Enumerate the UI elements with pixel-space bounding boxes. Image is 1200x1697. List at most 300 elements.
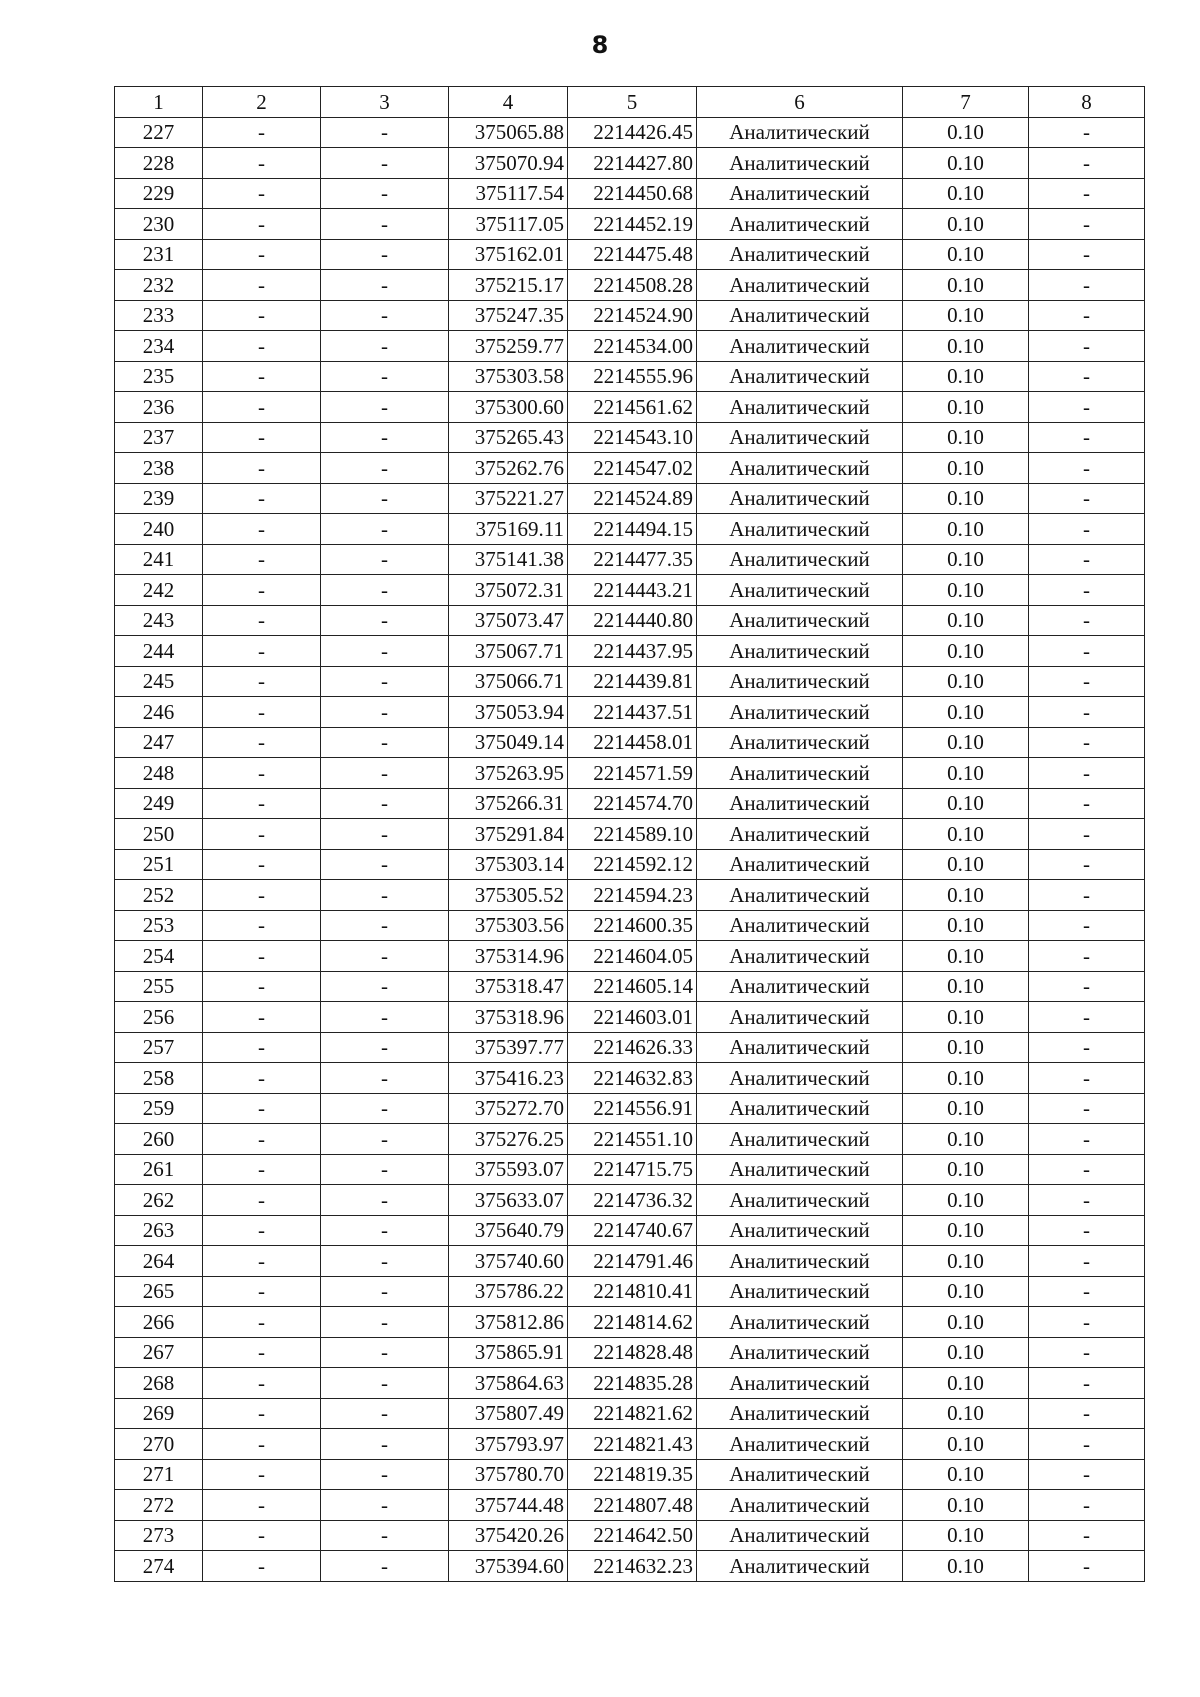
method-cell: Аналитический	[697, 300, 903, 331]
x-coordinate-cell: 375247.35	[449, 300, 568, 331]
accuracy-cell: 0.10	[903, 422, 1029, 453]
accuracy-cell: 0.10	[903, 209, 1029, 240]
accuracy-cell: 0.10	[903, 697, 1029, 728]
point-number-cell: 235	[115, 361, 203, 392]
method-cell: Аналитический	[697, 453, 903, 484]
table-row	[115, 727, 1145, 758]
table-row	[115, 1490, 1145, 1521]
table-row	[115, 117, 1145, 148]
accuracy-cell: 0.10	[903, 453, 1029, 484]
point-number-cell: 255	[115, 971, 203, 1002]
column-8-cell: -	[1029, 300, 1145, 331]
column-2-cell: -	[203, 1459, 321, 1490]
column-8-cell: -	[1029, 422, 1145, 453]
column-8-cell: -	[1029, 148, 1145, 179]
method-cell: Аналитический	[697, 849, 903, 880]
column-8-cell: -	[1029, 453, 1145, 484]
table-row	[115, 697, 1145, 728]
table-row	[115, 422, 1145, 453]
column-2-cell: -	[203, 1124, 321, 1155]
x-coordinate-cell: 375303.58	[449, 361, 568, 392]
column-8-cell: -	[1029, 880, 1145, 911]
y-coordinate-cell: 2214494.15	[568, 514, 697, 545]
table-row	[115, 941, 1145, 972]
method-cell: Аналитический	[697, 1490, 903, 1521]
column-2-cell: -	[203, 117, 321, 148]
x-coordinate-cell: 375162.01	[449, 239, 568, 270]
column-2-cell: -	[203, 361, 321, 392]
y-coordinate-cell: 2214821.62	[568, 1398, 697, 1429]
column-3-cell: -	[321, 453, 449, 484]
y-coordinate-cell: 2214604.05	[568, 941, 697, 972]
point-number-cell: 227	[115, 117, 203, 148]
column-2-cell: -	[203, 1215, 321, 1246]
method-cell: Аналитический	[697, 941, 903, 972]
column-3-cell: -	[321, 1398, 449, 1429]
method-cell: Аналитический	[697, 880, 903, 911]
accuracy-cell: 0.10	[903, 1276, 1029, 1307]
table-header	[115, 87, 1145, 118]
method-cell: Аналитический	[697, 148, 903, 179]
column-3-cell: -	[321, 544, 449, 575]
y-coordinate-cell: 2214819.35	[568, 1459, 697, 1490]
table-row	[115, 1215, 1145, 1246]
method-cell: Аналитический	[697, 1276, 903, 1307]
column-header: 6	[697, 87, 903, 118]
column-2-cell: -	[203, 1063, 321, 1094]
table-row	[115, 880, 1145, 911]
method-cell: Аналитический	[697, 422, 903, 453]
column-2-cell: -	[203, 483, 321, 514]
column-header: 4	[449, 87, 568, 118]
column-2-cell: -	[203, 1154, 321, 1185]
method-cell: Аналитический	[697, 514, 903, 545]
table-row	[115, 1093, 1145, 1124]
point-number-cell: 264	[115, 1246, 203, 1277]
accuracy-cell: 0.10	[903, 1520, 1029, 1551]
column-8-cell: -	[1029, 971, 1145, 1002]
accuracy-cell: 0.10	[903, 1429, 1029, 1460]
y-coordinate-cell: 2214452.19	[568, 209, 697, 240]
y-coordinate-cell: 2214477.35	[568, 544, 697, 575]
x-coordinate-cell: 375215.17	[449, 270, 568, 301]
method-cell: Аналитический	[697, 697, 903, 728]
column-header: 1	[115, 87, 203, 118]
y-coordinate-cell: 2214632.23	[568, 1551, 697, 1582]
column-8-cell: -	[1029, 849, 1145, 880]
x-coordinate-cell: 375265.43	[449, 422, 568, 453]
method-cell: Аналитический	[697, 1246, 903, 1277]
page-number: 8	[591, 31, 609, 59]
column-2-cell: -	[203, 849, 321, 880]
column-2-cell: -	[203, 941, 321, 972]
x-coordinate-cell: 375073.47	[449, 605, 568, 636]
y-coordinate-cell: 2214524.89	[568, 483, 697, 514]
method-cell: Аналитический	[697, 1215, 903, 1246]
accuracy-cell: 0.10	[903, 1398, 1029, 1429]
accuracy-cell: 0.10	[903, 910, 1029, 941]
point-number-cell: 231	[115, 239, 203, 270]
y-coordinate-cell: 2214740.67	[568, 1215, 697, 1246]
column-2-cell: -	[203, 819, 321, 850]
point-number-cell: 247	[115, 727, 203, 758]
column-8-cell: -	[1029, 758, 1145, 789]
y-coordinate-cell: 2214524.90	[568, 300, 697, 331]
column-3-cell: -	[321, 1215, 449, 1246]
method-cell: Аналитический	[697, 392, 903, 423]
table-row	[115, 1307, 1145, 1338]
accuracy-cell: 0.10	[903, 1002, 1029, 1033]
column-3-cell: -	[321, 910, 449, 941]
table-row	[115, 148, 1145, 179]
column-3-cell: -	[321, 1093, 449, 1124]
column-3-cell: -	[321, 636, 449, 667]
column-8-cell: -	[1029, 575, 1145, 606]
table-row	[115, 910, 1145, 941]
y-coordinate-cell: 2214439.81	[568, 666, 697, 697]
column-3-cell: -	[321, 1307, 449, 1338]
column-8-cell: -	[1029, 331, 1145, 362]
column-8-cell: -	[1029, 819, 1145, 850]
column-8-cell: -	[1029, 483, 1145, 514]
column-3-cell: -	[321, 788, 449, 819]
point-number-cell: 230	[115, 209, 203, 240]
column-2-cell: -	[203, 1276, 321, 1307]
y-coordinate-cell: 2214561.62	[568, 392, 697, 423]
y-coordinate-cell: 2214571.59	[568, 758, 697, 789]
point-number-cell: 238	[115, 453, 203, 484]
column-8-cell: -	[1029, 1215, 1145, 1246]
column-3-cell: -	[321, 819, 449, 850]
column-8-cell: -	[1029, 1246, 1145, 1277]
point-number-cell: 269	[115, 1398, 203, 1429]
x-coordinate-cell: 375786.22	[449, 1276, 568, 1307]
point-number-cell: 263	[115, 1215, 203, 1246]
y-coordinate-cell: 2214605.14	[568, 971, 697, 1002]
method-cell: Аналитический	[697, 636, 903, 667]
column-8-cell: -	[1029, 361, 1145, 392]
accuracy-cell: 0.10	[903, 880, 1029, 911]
point-number-cell: 258	[115, 1063, 203, 1094]
column-3-cell: -	[321, 239, 449, 270]
y-coordinate-cell: 2214551.10	[568, 1124, 697, 1155]
column-3-cell: -	[321, 148, 449, 179]
point-number-cell: 266	[115, 1307, 203, 1338]
column-3-cell: -	[321, 1429, 449, 1460]
column-8-cell: -	[1029, 605, 1145, 636]
x-coordinate-cell: 375318.47	[449, 971, 568, 1002]
column-header: 3	[321, 87, 449, 118]
column-8-cell: -	[1029, 1551, 1145, 1582]
table-row	[115, 1124, 1145, 1155]
table-row	[115, 666, 1145, 697]
column-3-cell: -	[321, 209, 449, 240]
column-2-cell: -	[203, 1185, 321, 1216]
accuracy-cell: 0.10	[903, 758, 1029, 789]
column-3-cell: -	[321, 1063, 449, 1094]
point-number-cell: 267	[115, 1337, 203, 1368]
point-number-cell: 257	[115, 1032, 203, 1063]
table-row	[115, 1154, 1145, 1185]
column-8-cell: -	[1029, 1002, 1145, 1033]
column-2-cell: -	[203, 636, 321, 667]
y-coordinate-cell: 2214427.80	[568, 148, 697, 179]
column-2-cell: -	[203, 880, 321, 911]
column-2-cell: -	[203, 788, 321, 819]
point-number-cell: 268	[115, 1368, 203, 1399]
x-coordinate-cell: 375865.91	[449, 1337, 568, 1368]
column-2-cell: -	[203, 1429, 321, 1460]
column-3-cell: -	[321, 605, 449, 636]
column-8-cell: -	[1029, 666, 1145, 697]
y-coordinate-cell: 2214835.28	[568, 1368, 697, 1399]
x-coordinate-cell: 375303.56	[449, 910, 568, 941]
column-8-cell: -	[1029, 910, 1145, 941]
y-coordinate-cell: 2214437.51	[568, 697, 697, 728]
table-row	[115, 178, 1145, 209]
accuracy-cell: 0.10	[903, 178, 1029, 209]
x-coordinate-cell: 375812.86	[449, 1307, 568, 1338]
point-number-cell: 228	[115, 148, 203, 179]
accuracy-cell: 0.10	[903, 117, 1029, 148]
table-row	[115, 758, 1145, 789]
x-coordinate-cell: 375780.70	[449, 1459, 568, 1490]
x-coordinate-cell: 375864.63	[449, 1368, 568, 1399]
method-cell: Аналитический	[697, 788, 903, 819]
point-number-cell: 241	[115, 544, 203, 575]
point-number-cell: 242	[115, 575, 203, 606]
column-2-cell: -	[203, 1520, 321, 1551]
y-coordinate-cell: 2214791.46	[568, 1246, 697, 1277]
column-2-cell: -	[203, 300, 321, 331]
method-cell: Аналитический	[697, 1093, 903, 1124]
method-cell: Аналитический	[697, 727, 903, 758]
column-2-cell: -	[203, 209, 321, 240]
method-cell: Аналитический	[697, 666, 903, 697]
column-3-cell: -	[321, 1032, 449, 1063]
column-2-cell: -	[203, 1398, 321, 1429]
column-8-cell: -	[1029, 1490, 1145, 1521]
method-cell: Аналитический	[697, 1124, 903, 1155]
column-3-cell: -	[321, 1276, 449, 1307]
column-8-cell: -	[1029, 1124, 1145, 1155]
column-3-cell: -	[321, 270, 449, 301]
point-number-cell: 259	[115, 1093, 203, 1124]
column-3-cell: -	[321, 483, 449, 514]
table-row	[115, 849, 1145, 880]
column-8-cell: -	[1029, 1154, 1145, 1185]
column-3-cell: -	[321, 575, 449, 606]
method-cell: Аналитический	[697, 1032, 903, 1063]
method-cell: Аналитический	[697, 1002, 903, 1033]
table-row	[115, 392, 1145, 423]
table-row	[115, 1368, 1145, 1399]
column-header: 2	[203, 87, 321, 118]
x-coordinate-cell: 375141.38	[449, 544, 568, 575]
x-coordinate-cell: 375318.96	[449, 1002, 568, 1033]
x-coordinate-cell: 375291.84	[449, 819, 568, 850]
x-coordinate-cell: 375259.77	[449, 331, 568, 362]
x-coordinate-cell: 375221.27	[449, 483, 568, 514]
column-3-cell: -	[321, 1154, 449, 1185]
accuracy-cell: 0.10	[903, 666, 1029, 697]
point-number-cell: 245	[115, 666, 203, 697]
x-coordinate-cell: 375593.07	[449, 1154, 568, 1185]
x-coordinate-cell: 375117.05	[449, 209, 568, 240]
point-number-cell: 262	[115, 1185, 203, 1216]
point-number-cell: 237	[115, 422, 203, 453]
point-number-cell: 251	[115, 849, 203, 880]
column-3-cell: -	[321, 1337, 449, 1368]
y-coordinate-cell: 2214603.01	[568, 1002, 697, 1033]
table-row	[115, 1032, 1145, 1063]
point-number-cell: 239	[115, 483, 203, 514]
x-coordinate-cell: 375049.14	[449, 727, 568, 758]
x-coordinate-cell: 375066.71	[449, 666, 568, 697]
x-coordinate-cell: 375305.52	[449, 880, 568, 911]
column-2-cell: -	[203, 148, 321, 179]
y-coordinate-cell: 2214592.12	[568, 849, 697, 880]
table-row	[115, 1398, 1145, 1429]
point-number-cell: 246	[115, 697, 203, 728]
column-8-cell: -	[1029, 1368, 1145, 1399]
point-number-cell: 250	[115, 819, 203, 850]
column-3-cell: -	[321, 1124, 449, 1155]
method-cell: Аналитический	[697, 239, 903, 270]
column-2-cell: -	[203, 1337, 321, 1368]
column-3-cell: -	[321, 971, 449, 1002]
column-8-cell: -	[1029, 1337, 1145, 1368]
y-coordinate-cell: 2214440.80	[568, 605, 697, 636]
accuracy-cell: 0.10	[903, 941, 1029, 972]
y-coordinate-cell: 2214828.48	[568, 1337, 697, 1368]
method-cell: Аналитический	[697, 1520, 903, 1551]
y-coordinate-cell: 2214443.21	[568, 575, 697, 606]
table-row	[115, 971, 1145, 1002]
column-header: 5	[568, 87, 697, 118]
accuracy-cell: 0.10	[903, 483, 1029, 514]
table-row	[115, 1002, 1145, 1033]
column-2-cell: -	[203, 392, 321, 423]
column-3-cell: -	[321, 331, 449, 362]
y-coordinate-cell: 2214458.01	[568, 727, 697, 758]
method-cell: Аналитический	[697, 1398, 903, 1429]
x-coordinate-cell: 375065.88	[449, 117, 568, 148]
column-3-cell: -	[321, 880, 449, 911]
y-coordinate-cell: 2214547.02	[568, 453, 697, 484]
y-coordinate-cell: 2214437.95	[568, 636, 697, 667]
accuracy-cell: 0.10	[903, 514, 1029, 545]
point-number-cell: 254	[115, 941, 203, 972]
point-number-cell: 234	[115, 331, 203, 362]
column-2-cell: -	[203, 666, 321, 697]
table-row	[115, 605, 1145, 636]
column-2-cell: -	[203, 1490, 321, 1521]
method-cell: Аналитический	[697, 575, 903, 606]
column-8-cell: -	[1029, 1063, 1145, 1094]
accuracy-cell: 0.10	[903, 361, 1029, 392]
column-3-cell: -	[321, 849, 449, 880]
column-8-cell: -	[1029, 1429, 1145, 1460]
column-2-cell: -	[203, 422, 321, 453]
table-row	[115, 819, 1145, 850]
method-cell: Аналитический	[697, 178, 903, 209]
x-coordinate-cell: 375740.60	[449, 1246, 568, 1277]
y-coordinate-cell: 2214626.33	[568, 1032, 697, 1063]
method-cell: Аналитический	[697, 1368, 903, 1399]
accuracy-cell: 0.10	[903, 849, 1029, 880]
accuracy-cell: 0.10	[903, 1093, 1029, 1124]
y-coordinate-cell: 2214534.00	[568, 331, 697, 362]
method-cell: Аналитический	[697, 1307, 903, 1338]
y-coordinate-cell: 2214632.83	[568, 1063, 697, 1094]
column-2-cell: -	[203, 239, 321, 270]
table-row	[115, 1063, 1145, 1094]
x-coordinate-cell: 375640.79	[449, 1215, 568, 1246]
x-coordinate-cell: 375416.23	[449, 1063, 568, 1094]
table-row	[115, 300, 1145, 331]
y-coordinate-cell: 2214543.10	[568, 422, 697, 453]
column-2-cell: -	[203, 1551, 321, 1582]
point-number-cell: 229	[115, 178, 203, 209]
method-cell: Аналитический	[697, 544, 903, 575]
method-cell: Аналитический	[697, 361, 903, 392]
column-8-cell: -	[1029, 1276, 1145, 1307]
column-8-cell: -	[1029, 117, 1145, 148]
table-body	[115, 117, 1145, 1581]
accuracy-cell: 0.10	[903, 1490, 1029, 1521]
column-3-cell: -	[321, 1520, 449, 1551]
column-3-cell: -	[321, 727, 449, 758]
table-row	[115, 544, 1145, 575]
accuracy-cell: 0.10	[903, 971, 1029, 1002]
accuracy-cell: 0.10	[903, 1185, 1029, 1216]
method-cell: Аналитический	[697, 819, 903, 850]
column-3-cell: -	[321, 1002, 449, 1033]
column-3-cell: -	[321, 422, 449, 453]
accuracy-cell: 0.10	[903, 819, 1029, 850]
table-row	[115, 331, 1145, 362]
method-cell: Аналитический	[697, 1185, 903, 1216]
accuracy-cell: 0.10	[903, 300, 1029, 331]
x-coordinate-cell: 375300.60	[449, 392, 568, 423]
column-3-cell: -	[321, 392, 449, 423]
accuracy-cell: 0.10	[903, 636, 1029, 667]
column-2-cell: -	[203, 605, 321, 636]
column-8-cell: -	[1029, 788, 1145, 819]
point-number-cell: 232	[115, 270, 203, 301]
x-coordinate-cell: 375793.97	[449, 1429, 568, 1460]
method-cell: Аналитический	[697, 1063, 903, 1094]
column-3-cell: -	[321, 1551, 449, 1582]
accuracy-cell: 0.10	[903, 1063, 1029, 1094]
column-8-cell: -	[1029, 392, 1145, 423]
table-row	[115, 788, 1145, 819]
column-2-cell: -	[203, 453, 321, 484]
column-8-cell: -	[1029, 636, 1145, 667]
point-number-cell: 274	[115, 1551, 203, 1582]
x-coordinate-cell: 375053.94	[449, 697, 568, 728]
column-3-cell: -	[321, 1246, 449, 1277]
method-cell: Аналитический	[697, 1154, 903, 1185]
column-3-cell: -	[321, 941, 449, 972]
column-3-cell: -	[321, 300, 449, 331]
column-8-cell: -	[1029, 209, 1145, 240]
x-coordinate-cell: 375262.76	[449, 453, 568, 484]
point-number-cell: 270	[115, 1429, 203, 1460]
column-8-cell: -	[1029, 697, 1145, 728]
table-row	[115, 575, 1145, 606]
